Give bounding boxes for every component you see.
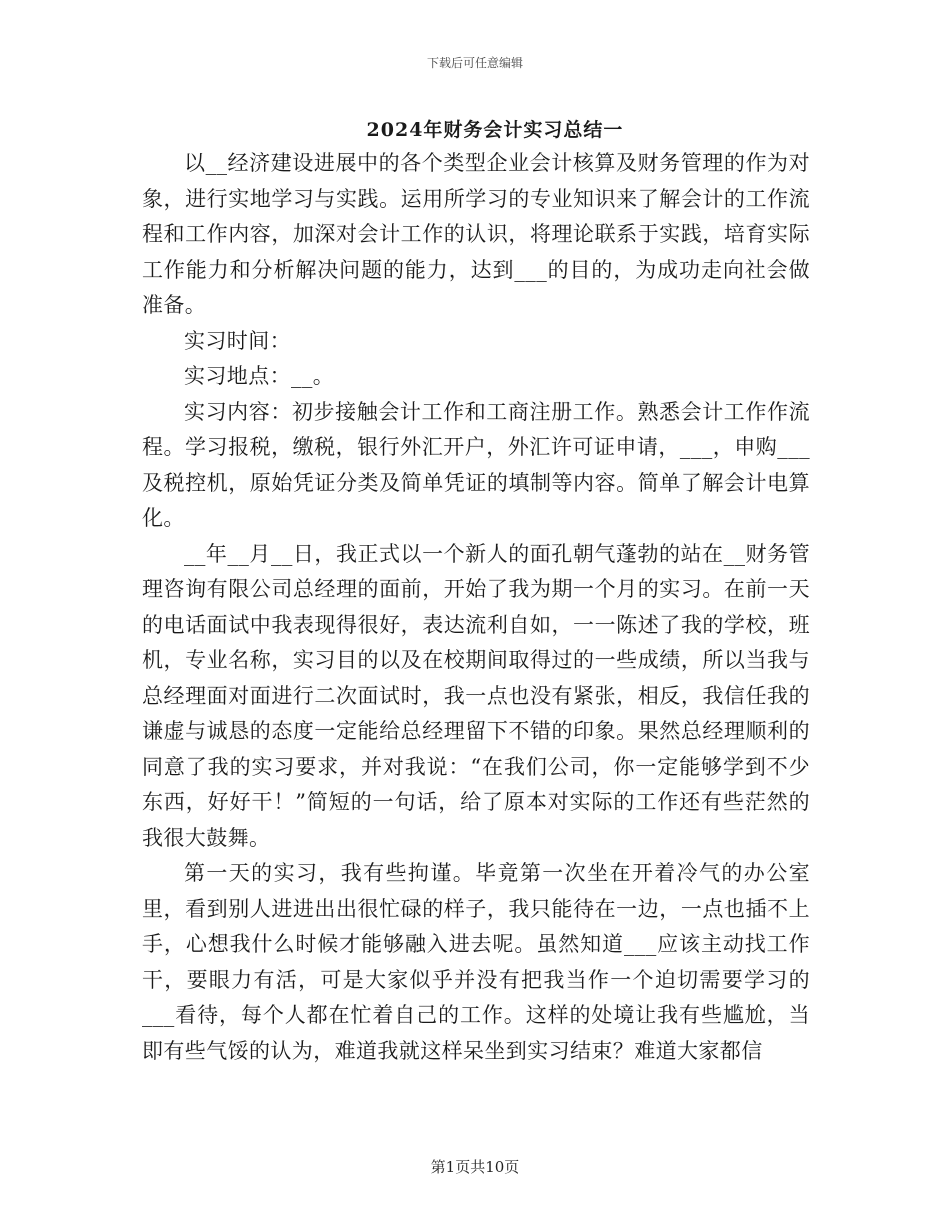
paragraph-content: 实习内容：初步接触会计工作和工商注册工作。熟悉会计工作作流程。学习报税，缴税，银行外汇开户，外汇许可证申请，___，申购___及税控机，原始凭证分类及简单凭证的填制等内容。简单了解会计电算化。 xyxy=(142,399,810,530)
document-body xyxy=(142,146,810,1069)
paragraph-time: 实习时间： xyxy=(184,328,291,353)
paragraph-first-day-interview: __年__月__日，我正式以一个新人的面孔朝气蓬勃的站在__财务管理咨询有限公司总经理的面前，开始了我为期一个月的实习。在前一天的电话面试中我表现得很好，表达流利自如，一一陈述了我的学校，班机，专业名称，实习目的以及在校期间取得过的一些成绩，所以当我与总经理面对面进行二次面试时，我一点也没有紧张，相反，我信任我的谦虚与诚恳的态度一定能给总经理留下不错的印象。果然总经理顺利的同意了我的实习要求，并对我说：“在我们公司，你一定能够学到不少东西，好好干！”简短的一句话，给了原本对实际的工作还有些茫然的我很大鼓舞。 xyxy=(142,541,810,850)
paragraph-intro: 以__经济建设进展中的各个类型企业会计核算及财务管理的作为对象，进行实地学习与实践。运用所学习的专业知识来了解会计的工作流程和工作内容，加深对会计工作的认识，将理论联系于实践，培育实际工作能力和分析解决问题的能力，达到___的目的，为成功走向社会做准备。 xyxy=(142,151,810,317)
paragraph-first-day-work: 第一天的实习，我有些拘谨。毕竟第一次坐在开着冷气的办公室里，看到别人进进出出很忙碌的样子，我只能待在一边，一点也插不上手，心想我什么时候才能够融入进去呢。虽然知道___应该主动找工作干，要眼力有活，可是大家似乎并没有把我当作一个迫切需要学习的___看待，每个人都在忙着自己的工作。这样的处境让我有些尴尬，当即有些气馁的认为，难道我就这样呆坐到实习结束？难道大家都信 xyxy=(142,861,810,1063)
document-title: 2024年财务会计实习总结一 xyxy=(366,119,624,141)
paragraph-location: 实习地点：__。 xyxy=(184,364,335,388)
header-note: 下载后可任意编辑 xyxy=(426,56,523,70)
page-number: 第1页共10页 xyxy=(430,1158,520,1176)
